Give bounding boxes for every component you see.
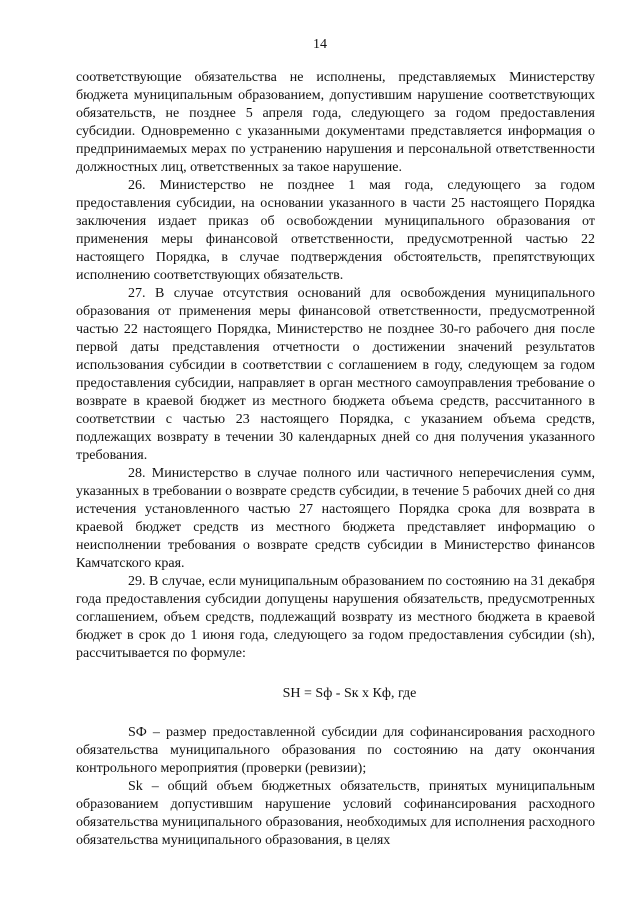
- paragraph-26: 26. Министерство не позднее 1 мая года, следующего за годом предоставления субсидии, на основании указанного в части 25 настоящего Порядка заключения издает приказ об освобождении муниципального образования от применения меры финансовой ответственности, предусмотренной частью 22 настоящего Порядка, в случае подтверждения обстоятельств, препятствующих исполнению соответствующих обязательств.: [76, 178, 595, 283]
- paragraph-27: 27. В случае отсутствия оснований для освобождения муниципального образования от применения меры финансовой ответственности, предусмотренной частью 22 настоящего Порядка, Министерство не позднее 30-го рабочего дня после первой даты представления отчетности о достижении значений результатов использования субсидии в соответствии с соглашением в году, следующем за годом предоставления субсидии, направляет в орган местного самоуправления требование о возврате в краевой бюджет из местного бюджета объема средств, рассчитанного в соответствии с частью 23 настоящего Порядка, с указанием объема средств, подлежащих возврату в течении 30 календарных дней со дня получения указанного требования.: [76, 286, 595, 463]
- definition-sk: Sk – общий объем бюджетных обязательств, принятых муниципальным образованием допустившим нарушение условий софинансирования расходного обязательства муниципального образования, необходимых для исполнения расходного обязательства муниципального образования, в целях: [76, 779, 595, 848]
- page-number: 14: [313, 37, 327, 52]
- paragraph-continuation: соответствующие обязательства не исполнены, представляемых Министерству бюджета муниципальным образованием, допустившим нарушение соответствующих обязательств, не позднее 5 апреля года, следующего за годом предоставления субсидии. Одновременно с указанными документами представляется информация о предпринимаемых мерах по устранению нарушения и персональной ответственности должностных лиц, ответственных за такое нарушение.: [76, 70, 595, 175]
- paragraph-29: 29. В случае, если муниципальным образованием по состоянию на 31 декабря года предоставления субсидии допущены нарушения обязательств, предусмотренных соглашением, объем средств, подлежащий возврату из местного бюджета в краевой бюджет в срок до 1 июня года, следующего за годом предоставления субсидии (sh), рассчитывается по формуле:: [76, 574, 595, 661]
- document-body: [76, 69, 595, 850]
- paragraph-28: 28. Министерство в случае полного или частичного неперечисления сумм, указанных в требовании о возврате средств субсидии, в течение 5 рабочих дней со дня истечения установленного частью 27 настоящего Порядка срока для возврата в краевой бюджет средств из местного бюджета представляет информацию о неисполнении требования о возврате средств субсидии в Министерство финансов Камчатского края.: [76, 466, 595, 571]
- formula: SH = Sф - Sк х Кф, где: [282, 686, 417, 701]
- definition-sf: SФ – размер предоставленной субсидии для софинансирования расходного обязательства муниципального образования по состоянию на дату окончания контрольного мероприятия (проверки (ревизии);: [76, 725, 595, 776]
